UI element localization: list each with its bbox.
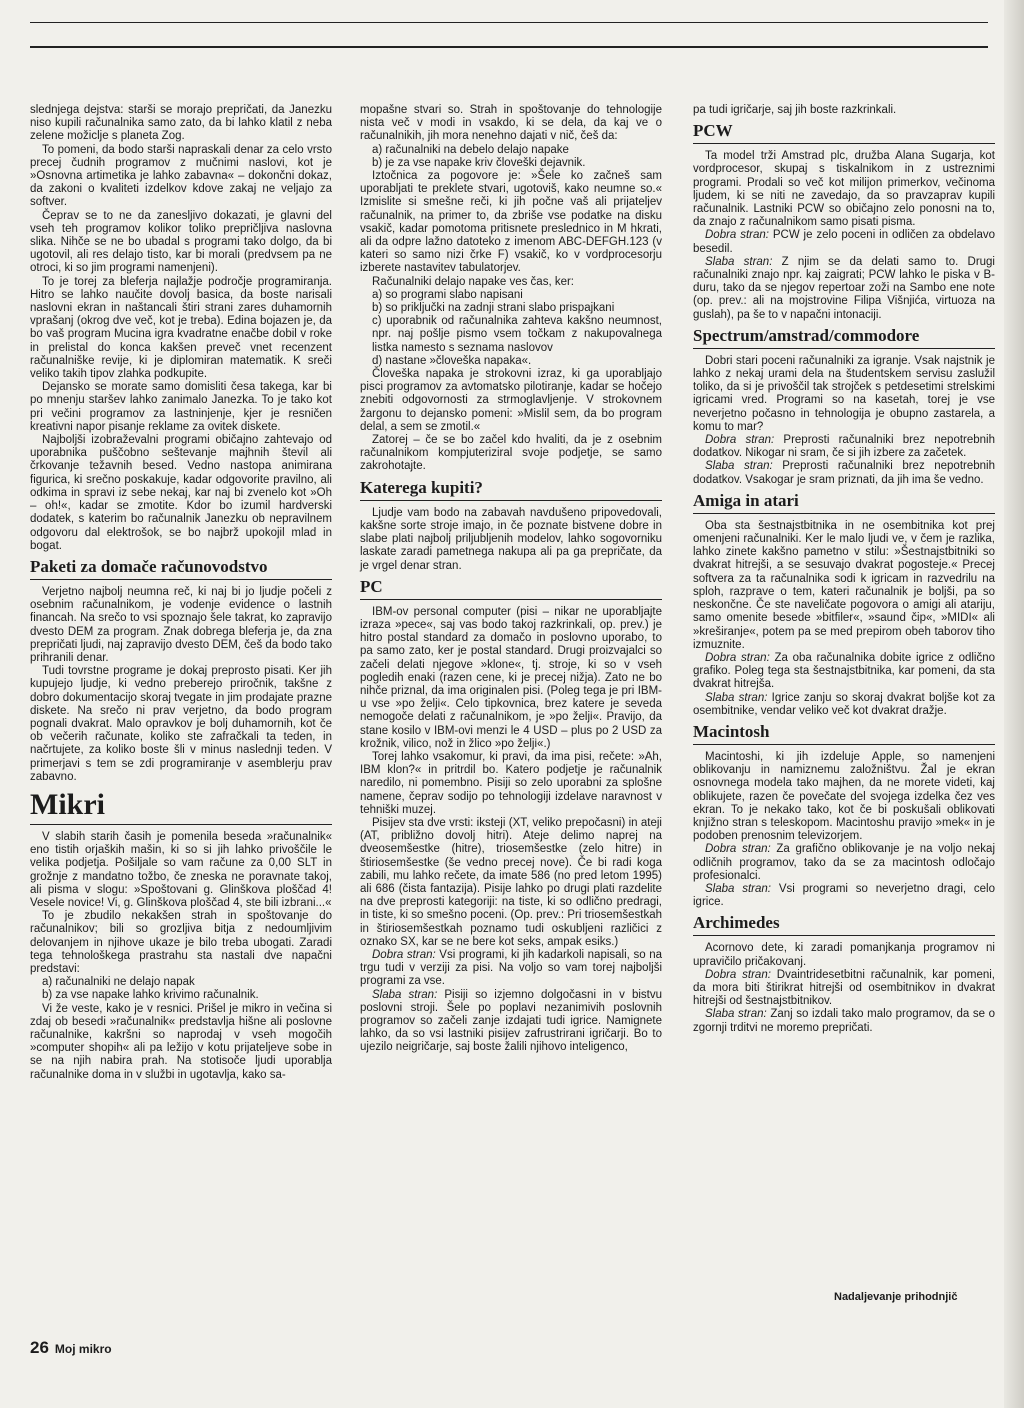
section-heading-which-to-buy: Katerega kupiti? [360,478,662,501]
label-italic: Slaba stran: [705,691,768,704]
label-italic: Slaba stran: [705,1008,767,1021]
list-item: a) računalniki na debelo delajo napake [372,143,569,156]
list-item: b) so priključki na zadnji strani slabo prispajkani [372,302,615,315]
section-heading-pcw: PCW [693,121,995,144]
label-italic: Dobra stran: [705,651,770,664]
paragraph: Ljudje vam bodo na zabavah navdušeno pripovedovali, kakšne sorte stroje imajo, in če poznate bistvene dobre in slabe plati najbolj priljubljenih modelov, lahko sogovorniku laskate zaradi pametnega nakupa ali pa ga prepričate, da je vrgel denar stran. [360,506,662,572]
paragraph [693,652,995,692]
label-italic: Dobra stran: [705,968,771,981]
paragraph [693,692,995,718]
page-number: 26 [30,1338,49,1357]
list-item: a) so programi slabo napisani [372,288,523,301]
paragraph: IBM-ov personal computer (pisi – nikar ne uporabljajte izraza »pece«, saj vas bodo takoj razkrinkali, op. prev.) je hitro postal standard za domačo in poslovno uporabo, to pa samo zato, ker je postal standard. Drugi proizvajalci so začeli delati njegove »klone«, tj. stroje, ki so v vseh pogledih enaki (razen cene, ki je precej nižja). Zato ne bo nihče priznal, da ima originalen pisi. (Poleg tega je pri IBM-u vse »po željі«. Celo tipkovnica, brez katere je seveda nemogoče delati z računalnikom, je »po željі«. Pravijo, da stane kosilo v IBM-ovi menzi le 4 USD – plus po 2 USD za krožnik, vilico, nož in žlico »po željі«.) [360,605,662,750]
paragraph: Torej lahko vsakomur, ki pravi, da ima pisi, rečete: »Ah, IBM klon?« in pritrdil bo. Katero podjetje je računalnik naredilo, ni pomembno. Pisiji so zelo uporabni za splošne namene, čeprav sodijo po tehnologiji izdelave naravnost v tehniški muzej. [360,750,662,816]
page-edge-shadow [1004,0,1024,1408]
section-heading-pc: PC [360,577,662,600]
paragraph-text: Pisiji so izjemno dolgočasni in v bistvu poslovni stroji. Šele po poplavi nezanimivih poslovnih programov so začeli zanje izdajati tudi igrice. Namignete lahko, da so vsi lastniki pisijev zafrustrirani igričarji. Bo to ujezilo neigričarje, saj boste žalili njihovo inteligenco, [360,988,662,1054]
paragraph: pa tudi igričarje, saj jih boste razkrinkali. [693,104,897,116]
paragraph-text: Preprosti računalniki brez nepotrebnih dodatkov. Nikogar ni sram, če si jih izbere za začetek. [693,434,995,460]
magazine-name: Moj mikro [54,1342,112,1356]
label-italic: Dobra stran: [705,843,771,856]
paragraph: To je zbudilo nekakšen strah in spoštovanje do računalnikov; bili so grozljiva bitja z nedoumljivim delovanjem in njihove ukaze je bilo treba ubogati. Zaradi tega tehnološkega prastrahu sta nastali dve napačni predstavi: [30,910,332,975]
section-heading-accounting: Paketi za domače računovodstvo [30,557,332,580]
section-heading-amiga: Amiga in atari [693,491,995,514]
paragraph: mopašne stvari so. Strah in spoštovanje do tehnologije nista več v modi in vsakdo, ki se dela, da kaj ve o računalnikih, jih mora nenehno dajati v nič, češ da: [360,104,662,143]
list-item: b) za vse napake lahko krivimo računalnik. [42,989,259,1002]
paragraph: Tudi tovrstne programe je dokaj preprosto pisati. Ker jih kupujejo ljudje, ki vedno preberejo priročnik, takšne z dobro dokumentacijo skoraj tvegate in jim prodajate prazne diskete. Na srečo ni prav verjetno, da bodo program pognali dvakrat. Malo opravkov je bolj duhamornih, kot če ob večerih računate, koliko ste zafračkali ta teden, in načrtujete, za koliko boste šli v minus naslednji teden. V primerjavi s tem se zdi programiranje v asemblerju prav zabavno. [30,665,332,783]
label-italic: Slaba stran: [705,882,771,895]
column-3 [693,104,995,1035]
paragraph-text: Dvaintridesetbitni računalnik, kar pomeni, da mora biti štirikrat hitrejši od osembitnikov in dvakrat hitrejši od šestnajstbitnikov. [693,968,995,1008]
label-italic: Slaba stran: [705,460,773,473]
paragraph-text: Igrice zanju so skoraj dvakrat boljše kot za osembitnike, vendar veliko več kot dvakrat dražje. [693,691,995,717]
paragraph [693,969,995,1009]
paragraph: Oba sta šestnajstbitnika in ne osembitnika kot prej omenjeni računalniki. Ker le malo ljudi ve, v čem je razlika, lahko zinete kakšno pametno v stilu: »Šestnajstbitniki so dvakrat hitrejši, a se sesuvajo dvakrat pogosteje.« Precej softvera za ta računalnika sodi k igricam in razvedrilu na sploh, razprave o tem, kateri računalnik je boljši, pa so neskončne. Če ste naveličate pogovora o amigi ali atariju, samo omenite besede »bitfiler«, »saund čip«, »MIDI« ali »kreširanje«, potem pa se med prepirom obeh taborov tiho izmuznite. [693,519,995,651]
paragraph: Računalniki delajo napake ves čas, ker: [372,275,575,288]
top-rule [30,22,988,23]
paragraph: slednjega dejstva: starši se morajo prepričati, da Janezku niso kupili računalnika samo zato, da bi lahko klatil z neba zelene možiclje s planeta Zog. [30,104,332,143]
label-italic: Dobra stran: [705,434,775,447]
list-item: c) uporabnik od računalnika zahteva kakšno neumnost, npr. naj pošlje pismo vsem točkam z nakupovalnega listka namesto s seznama naslovov [372,315,662,354]
paragraph [693,883,995,909]
paragraph: To pomeni, da bodo starši napraskali denar za celo vrsto precej čudnih programov z mučnimi naslovi, kot je »Osnovna artimetika je lahko zabavna« – dokončni dokaz, da zakoni o kvaliteti izdelkov kdove zakaj ne veljajo za softver. [30,143,332,209]
paragraph: Verjetno najbolj neumna reč, ki naj bi jo ljudje počeli z osebnim računalnikom, je vodenje evidence o lastnih financah. Na srečo to vsi spoznajo šele takrat, ko zapravijo dvesto DEM za program. Znak dobrega bleferja je, da zna prepričati ljudi, naj zapravijo dvesto DEM, češ da bodo tako prihranili denar. [30,585,332,664]
paragraph-text: Za grafično oblikovanje je na voljo nekaj odličnih programov, tako da se za macintosh odločajo profesionalci. [693,843,996,882]
column-2 [360,104,662,1055]
top-rule-thick [30,46,988,48]
column-1 [30,104,332,1082]
paragraph: Acornovo dete, ki zaradi pomanjkanja programov ni upravičilo pričakovanj. [693,942,995,968]
paragraph: Človeška napaka je strokovni izraz, ki ga uporabljajo pisci programov za avtomatsko pilotiranje, kadar se hočejo znebiti odgovornosti za strmoglavljenje. V strokovnem žargonu to dejansko pomeni: »Mislil sem, da bo program delal, a sem se zmotil.« [360,368,662,433]
paragraph [693,434,995,460]
list-item: a) računalniki ne delajo napak [42,976,195,989]
paragraph: Zatorej – če se bo začel kdo hvaliti, da je z osebnim računalnikom kompjuteriziral svoje podjetje, se samo zakrohotajte. [360,434,662,473]
paragraph: Čeprav se to ne da zanesljivo dokazati, je glavni del vseh teh programov kolikor toliko prepričljiva naslovna slika. Nihče se ne bo ubadal s programi tako dolgo, da bi ugotovil, ali res delajo tisto, kar bi morali (predvsem pa ne otroci, ki so jim programi namenjeni). [30,209,332,275]
label-italic: Slaba stran: [705,255,773,268]
label-italic: Dobra stran: [705,229,769,242]
paragraph [693,1008,995,1034]
paragraph-text: Z njim se da delati samo to. Drugi računalniki znajo npr. kaj zaigrati; PCW lahko le piska v B-duru, tako da se njegov repertoar zoži na Sambo ene note (op. prev.: ali na mojstrovine Filipa Višnjića, virtuoza na guslah), pa še to v napačni intonaciji. [693,255,995,321]
section-heading-spectrum: Spectrum/amstrad/commodore [693,326,995,349]
paragraph: Vi že veste, kako je v resnici. Prišel je mikro in večina si zdaj ob besedi »računalnik« predstavlja hišne ali poslovne računalnike, kakršni so naprodaj v vseh mogočih »computer shopih« ali pa ležijo v kotu prijateljeve sobe in se na njih nabira prah. Na stotisoče ljudi uporablja računalnike doma in v službi in ugotavlja, kako sa- [30,1002,332,1081]
paragraph-text: Preprosti računalniki brez nepotrebnih dodatkov. Vsakogar je sram priznati, da jih ima še vedno. [693,460,995,486]
list-item: b) je za vse napake kriv človeški dejavnik. [372,156,586,169]
paragraph: Iztočnica za pogovore je: »Šele ko začneš sam uporabljati te preklete stvari, ugotoviš, kako neumne so.« Izmislite si smešne reči, ki jih počne vaš ali prijateljev računalnik, na primer to, da zbriše vse podatke na disku vsakič, kadar pomotoma pritisnete preslednico in M hkrati, ali da odpre lažno datoteko z imenom ABC-DEFGH.123 (v kateri so samo nizi črke F) vsakič, ko v vordprocesorju izberete nastavitev tabulatorjev. [360,170,662,275]
paragraph [693,256,995,322]
paragraph: To je torej za bleferja najlažje področje programiranja. Hitro se lahko naučite dovolj basica, da boste narisali naslovni ekran in naštancali štiri strani zares duhamornih vprašanj (okrog dve več, kot je treba). Edina bojazen je, da bo vaš program Mucina igra kvadratne enačbe dobil v roke in prelistal do konca kakšen preveč vnet recenzent računalniške revije, ki je diplomiran matematik. K sreči veliko takih tipov zlahka podkupite. [30,275,332,381]
paragraph: Najboljši izobraževalni programi običajno zahtevajo od uporabnika puščobno seštevanje majhnih števil ali črkovanje težavnih besed. Vedno nastopa animirana figurica, ki srečno poskakuje, kadar odgovorite pravilno, ali odkima in spravi iz sebe nekaj, kar naj bi zvenelo kot »Oh – oh!«, kadar se zmotite. Kdor bo izumil hardverski dodatek, s katerim bo računalnik Janezku ob nepravilnem odgovoru dal elektrošok, se bo najbrž upokojil mlad in bogat. [30,434,332,552]
section-heading-mikri: Mikri [30,788,332,825]
paragraph [693,843,995,883]
paragraph [360,949,662,989]
label-italic: Slaba stran: [372,988,438,1001]
paragraph [693,229,995,255]
paragraph-text: PCW je zelo poceni in odličen za obdelavo besedil. [693,229,995,255]
page-footer [30,1338,112,1358]
list-item: d) nastane »človeška napaka«. [372,354,532,367]
paragraph: Macintoshi, ki jih izdeluje Apple, so namenjeni oblikovanju in namiznemu založništvu. Žal je ekran osnovnega modela tako majhen, da ne morete videti, kaj oblikujete, razen če povečate del svojega izdelka čez ves ekran. To je nekako tako, kot če bi poskušali oblikovati knjižno stran s teleskopom. Macintoshu pravijo »mek« in je podoben prenosnim televizorjem. [693,750,995,843]
paragraph [693,460,995,486]
paragraph: V slabih starih časih je pomenila beseda »računalnik« eno tistih orjaških mašin, ki so si jih lahko privoščile le velika podjetja. Pošiljale so vam račune za 0,00 SLT in grožnje z mandatno tožbo, če zneska ne poravnate takoj, ali pisma v slogu: »Spoštovani g. Glinškova ploščad 4! Vesele novice! Vi, g. Glinškova ploščad 4, ste bili izbrani...« [30,830,332,909]
paragraph: Dobri stari poceni računalniki za igranje. Vsak najstnik je lahko z nekaj urami dela na študentskem servisu zaslužil toliko, da si je privoščil tak strojček s petdesetimi strelskimi igricami vred. Programi so na kasetah, torej je vse neverjetno počasno in tehnologija je obupno zastarela, a komu to mar? [693,354,995,433]
paragraph-text: Vsi programi so neverjetno dragi, celo igrice. [693,882,995,909]
paragraph: Dejansko se morate samo domisliti česa takega, kar bi po mnenju staršev lahko zanimalo Janezka. To je tako kot pri večini programov za lastninjenje, kjer je resničen kreativni napor pisanje reklame za ovitek diskete. [30,381,332,433]
paragraph-text: Vsi programi, ki jih kadarkoli napisali, so na trgu tudi v verziji za pisi. Na voljo so vam torej najboljši programi za vse. [360,948,662,988]
paragraph: Ta model trži Amstrad plc, družba Alana Sugarja, kot vordprocesor, skupaj s tiskalnikom in z ustreznimi programi. Prodali so več kot milijon primerkov, večinoma ljudem, ki se niti ne zavedajo, da so pravzaprav kupili računalnik. Lastniki PCW so običajno zelo ponosni na to, da znajo z računalnikom samo pisati pisma. [693,150,995,229]
section-heading-macintosh: Macintosh [693,722,995,745]
continued-note: Nadaljevanje prihodnjič [834,1291,958,1303]
label-italic: Dobra stran: [372,948,436,961]
paragraph: Pisijev sta dve vrsti: iksteji (XT, veliko prepočasni) in ateji (AT, približno dovolj hitri). Ateje delimo naprej na dveosemšestke (hitre), triosemšestke (zelo hitre) in štiriosemšestke (še vedno precej nove). Če bi radi koga zabili, mu lahko rečete, da imate 586 (no pred letom 1995) ali 686 (čista fantazija). Pisije lahko po drugi plati razdelite na dve preprosti kategoriji: na tiste, ki so odlično predragi, in tiste, ki so smešno poceni. (Op. prev.: Pri triosemšestkah in štiriosemšestkah poznamo tudi oskubljeni različici z oznako SX, kar se ne bere kot seks, ampak esiks.) [360,816,662,948]
paragraph-text: Zanj so izdali tako malo programov, da se o zgornji trditvi ne moremo prepričati. [693,1008,995,1034]
paragraph [360,989,662,1055]
section-heading-archimedes: Archimedes [693,913,995,936]
paragraph-text: Za oba računalnika dobite igrice z odlično grafiko. Poleg tega sta šestnajstbitnika, kar pomeni, da sta dvakrat hitrejša. [693,651,996,691]
